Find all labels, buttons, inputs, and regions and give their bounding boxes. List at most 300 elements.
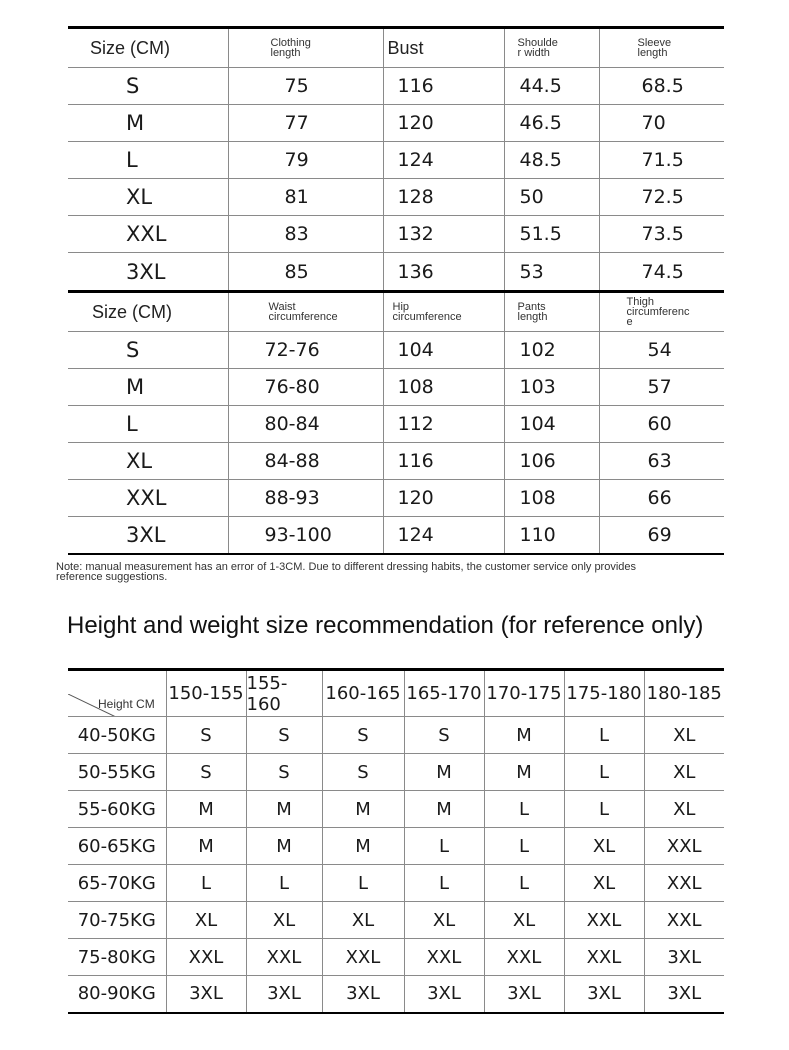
recommended-size: XXL — [666, 909, 702, 931]
pants-header-cell — [504, 292, 599, 332]
shoulder-value: 44.5 — [519, 75, 562, 97]
length-value-cell — [228, 253, 383, 291]
waist-value: 88-93 — [264, 487, 320, 509]
waist-header-line1: Waist — [268, 301, 296, 313]
size-value-cell — [68, 480, 228, 517]
hip-value: 104 — [397, 339, 434, 361]
recommended-size: L — [438, 835, 450, 857]
weight-range-cell — [68, 902, 166, 939]
height-range-cell — [166, 670, 246, 717]
weight-range: 75-80KG — [77, 946, 156, 968]
pants-value-cell — [504, 369, 599, 406]
sleeve-value-cell — [599, 253, 724, 291]
table-row — [68, 105, 724, 142]
bust-value-cell — [383, 179, 504, 216]
table-row — [68, 902, 724, 939]
recommended-size-cell — [246, 717, 322, 754]
recommended-size-cell — [246, 865, 322, 902]
table-row — [68, 828, 724, 865]
size-value-cell — [68, 216, 228, 253]
recommended-size-cell — [484, 902, 564, 939]
recommended-size: L — [200, 872, 212, 894]
hip-value-cell — [383, 332, 504, 369]
size-value-cell — [68, 105, 228, 142]
sleeve-header-line2: length — [637, 47, 668, 59]
recommended-size: S — [357, 761, 369, 783]
recommended-size: XL — [432, 909, 456, 931]
thigh-header-line3: e — [626, 316, 633, 328]
recommended-size-cell — [166, 717, 246, 754]
recommended-size-cell — [166, 865, 246, 902]
recommended-size-cell — [564, 828, 644, 865]
bust-value-cell — [383, 253, 504, 291]
sleeve-value: 71.5 — [641, 149, 684, 171]
thigh-value: 57 — [647, 376, 672, 398]
length-value-cell — [228, 216, 383, 253]
recommended-size-cell — [166, 902, 246, 939]
recommended-size-cell — [644, 939, 724, 976]
recommended-size: 3XL — [507, 983, 541, 1005]
recommended-size: XXL — [426, 946, 462, 968]
recommended-size: L — [598, 724, 610, 746]
recommended-size-cell — [564, 865, 644, 902]
waist-value: 84-88 — [264, 450, 320, 472]
height-range: 155-160 — [246, 672, 288, 715]
recommended-size-cell — [484, 754, 564, 791]
recommended-size-cell — [564, 976, 644, 1013]
length-value: 77 — [284, 112, 309, 134]
bust-value-cell — [383, 142, 504, 179]
recommended-size-cell — [166, 754, 246, 791]
recommended-size-cell — [246, 828, 322, 865]
height-range-cell — [246, 670, 322, 717]
table-row — [68, 939, 724, 976]
recommended-size: XL — [272, 909, 296, 931]
hip-value: 120 — [397, 487, 434, 509]
pants-value: 110 — [519, 523, 556, 546]
pants-value: 108 — [519, 487, 556, 509]
pants-value-cell — [504, 332, 599, 369]
table-row — [68, 142, 724, 179]
bust-header: Bust — [387, 37, 424, 58]
recommended-size: M — [436, 798, 452, 820]
thigh-value-cell — [599, 480, 724, 517]
sleeve-value: 68.5 — [641, 75, 684, 97]
recommended-size: L — [518, 835, 530, 857]
shoulder-value: 48.5 — [519, 149, 562, 171]
size-value-cell — [68, 332, 228, 369]
bust-value: 120 — [397, 112, 434, 134]
recommended-size-cell — [644, 754, 724, 791]
recommended-size-cell — [322, 828, 404, 865]
height-range: 150-155 — [168, 683, 244, 704]
size-value: S — [126, 74, 140, 98]
shoulder-header-cell — [504, 28, 599, 68]
recommended-size: XL — [351, 909, 375, 931]
recommended-size: M — [276, 798, 292, 820]
recommended-size-cell — [484, 939, 564, 976]
length-value-cell — [228, 179, 383, 216]
recommended-size: M — [198, 798, 214, 820]
recommended-size-cell — [322, 717, 404, 754]
shoulder-value-cell — [504, 105, 599, 142]
waist-value: 80-84 — [264, 413, 320, 435]
size-value: 3XL — [126, 259, 166, 284]
thigh-value: 60 — [647, 413, 672, 435]
recommended-size: L — [357, 872, 369, 894]
length-header-cell — [228, 28, 383, 68]
recommended-size: XXL — [586, 946, 622, 968]
bust-value-cell — [383, 68, 504, 105]
sleeve-header-line1: Sleeve — [637, 37, 672, 49]
size-value-cell — [68, 406, 228, 443]
waist-header-cell — [228, 292, 383, 332]
recommended-size-cell — [404, 939, 484, 976]
recommended-size: M — [355, 835, 371, 857]
recommended-size: M — [355, 798, 371, 820]
recommended-size: M — [436, 761, 452, 783]
weight-range: 55-60KG — [77, 798, 156, 820]
size-value-cell — [68, 253, 228, 291]
recommended-size: XXL — [506, 946, 542, 968]
recommended-size-cell — [246, 791, 322, 828]
recommended-size-cell — [246, 976, 322, 1013]
recommended-size-cell — [322, 902, 404, 939]
size-value-cell — [68, 179, 228, 216]
recommended-size: XXL — [266, 946, 302, 968]
recommended-size: S — [278, 761, 290, 783]
recommended-size: XL — [592, 835, 616, 857]
table-row — [68, 443, 724, 480]
recommended-size-cell — [404, 865, 484, 902]
size-value-cell — [68, 369, 228, 406]
size-value-cell — [68, 142, 228, 179]
weight-range: 70-75KG — [77, 909, 156, 931]
recommended-size: 3XL — [587, 983, 621, 1005]
sleeve-value-cell — [599, 216, 724, 253]
pants-value: 104 — [519, 413, 556, 435]
height-range: 175-180 — [566, 683, 642, 704]
recommendation-title: Height and weight size recommendation (for reference only) — [67, 612, 704, 639]
size-header: Size (CM) — [92, 301, 172, 322]
length-header-line1: Clothing — [270, 37, 311, 49]
hip-value: 124 — [397, 523, 434, 546]
recommended-size-cell — [564, 939, 644, 976]
recommended-size: 3XL — [667, 946, 702, 968]
size-value: 3XL — [126, 522, 166, 547]
recommended-size-cell — [484, 865, 564, 902]
pants-value-cell — [504, 443, 599, 480]
size-value: M — [126, 375, 145, 399]
hip-value: 108 — [397, 376, 434, 398]
pants-value: 103 — [519, 376, 556, 398]
recommended-size: M — [516, 761, 532, 783]
waist-value-cell — [228, 480, 383, 517]
hip-value-cell — [383, 369, 504, 406]
bust-value: 132 — [397, 223, 434, 245]
recommended-size: L — [518, 872, 530, 894]
height-range: 180-185 — [646, 683, 722, 704]
pants-value: 102 — [519, 339, 556, 361]
table-row — [68, 253, 724, 291]
recommended-size-cell — [644, 828, 724, 865]
weight-range: 50-55KG — [77, 761, 156, 783]
shoulder-header-line2: r width — [517, 47, 550, 59]
corner-cell — [68, 670, 166, 717]
sleeve-value-cell — [599, 105, 724, 142]
pants-header-line2: length — [517, 311, 548, 323]
length-value-cell — [228, 68, 383, 105]
measurement-note — [56, 562, 756, 582]
recommended-size: 3XL — [189, 983, 223, 1005]
bust-value: 128 — [397, 186, 434, 208]
waist-value: 72-76 — [264, 339, 320, 361]
height-axis-label: Height CM — [98, 696, 155, 711]
table-row — [68, 865, 724, 902]
recommended-size: XXL — [345, 946, 381, 968]
recommended-size-cell — [644, 791, 724, 828]
recommended-size: XXL — [188, 946, 224, 968]
height-range-cell — [644, 670, 724, 717]
table-row — [68, 791, 724, 828]
thigh-value-cell — [599, 443, 724, 480]
recommended-size-cell — [322, 791, 404, 828]
recommended-size-cell — [564, 717, 644, 754]
waist-value-cell — [228, 332, 383, 369]
table-row — [68, 369, 724, 406]
recommended-size: M — [276, 835, 292, 857]
length-header-line2: length — [270, 47, 301, 59]
thigh-value: 54 — [647, 339, 672, 361]
length-value: 85 — [284, 260, 309, 283]
size-header-cell — [68, 28, 228, 68]
recommended-size: L — [438, 872, 450, 894]
recommended-size: XXL — [666, 872, 702, 894]
thigh-header-cell — [599, 292, 724, 332]
size-header-cell — [68, 292, 228, 332]
table-row — [68, 717, 724, 754]
length-value-cell — [228, 142, 383, 179]
length-value: 79 — [284, 149, 309, 171]
recommended-size: XXL — [666, 835, 702, 857]
recommended-size-cell — [246, 902, 322, 939]
recommended-size-cell — [404, 828, 484, 865]
shoulder-value: 51.5 — [519, 223, 562, 245]
weight-range-cell — [68, 791, 166, 828]
sleeve-value: 70 — [641, 112, 666, 134]
hip-value-cell — [383, 406, 504, 443]
size-value-cell — [68, 68, 228, 105]
recommended-size-cell — [404, 976, 484, 1013]
size-value: XXL — [126, 222, 167, 246]
recommended-size: 3XL — [346, 983, 380, 1005]
thigh-value-cell — [599, 406, 724, 443]
size-value: S — [126, 338, 140, 362]
recommendation-table — [68, 668, 724, 1014]
weight-range-cell — [68, 976, 166, 1013]
recommended-size-cell — [166, 976, 246, 1013]
table-row — [68, 68, 724, 105]
height-range: 170-175 — [486, 683, 562, 704]
shoulder-value: 50 — [519, 186, 544, 208]
top-size-table — [68, 26, 724, 291]
hip-value: 112 — [397, 413, 434, 435]
recommended-size-cell — [644, 976, 724, 1013]
recommended-size-cell — [404, 791, 484, 828]
recommended-size: S — [200, 724, 212, 746]
bust-value-cell — [383, 216, 504, 253]
size-value: M — [126, 111, 145, 135]
weight-range: 60-65KG — [77, 835, 156, 857]
height-range: 160-165 — [325, 683, 401, 704]
shoulder-header-line1: Shoulde — [517, 37, 558, 49]
height-range-cell — [322, 670, 404, 717]
recommended-size: XL — [512, 909, 536, 931]
thigh-header-line2: circumferenc — [626, 306, 690, 318]
recommended-size: XL — [673, 761, 696, 783]
table-row — [68, 332, 724, 369]
recommended-size-cell — [404, 754, 484, 791]
thigh-header-line1: Thigh — [626, 296, 655, 308]
hip-value: 116 — [397, 450, 434, 472]
table-row — [68, 216, 724, 253]
shoulder-value-cell — [504, 216, 599, 253]
length-value: 81 — [284, 186, 309, 208]
bust-value-cell — [383, 105, 504, 142]
weight-range-cell — [68, 754, 166, 791]
size-value-cell — [68, 443, 228, 480]
hip-value-cell — [383, 517, 504, 554]
thigh-value: 66 — [647, 487, 672, 509]
recommended-size: XL — [592, 872, 616, 894]
bottom-size-table — [68, 290, 724, 555]
waist-value: 93-100 — [264, 523, 332, 546]
size-header: Size (CM) — [90, 37, 170, 58]
recommended-size-cell — [484, 717, 564, 754]
weight-range-cell — [68, 717, 166, 754]
shoulder-value-cell — [504, 68, 599, 105]
weight-range-cell — [68, 865, 166, 902]
recommended-size: S — [278, 724, 290, 746]
thigh-value: 63 — [647, 450, 672, 472]
recommended-size-cell — [166, 828, 246, 865]
shoulder-value-cell — [504, 253, 599, 291]
recommended-size-cell — [644, 902, 724, 939]
shoulder-value: 46.5 — [519, 112, 562, 134]
recommended-size-cell — [166, 791, 246, 828]
height-range-cell — [404, 670, 484, 717]
recommended-size-cell — [322, 754, 404, 791]
recommended-size: S — [438, 724, 450, 746]
height-range: 165-170 — [406, 683, 482, 704]
table-row — [68, 179, 724, 216]
recommended-size-cell — [166, 939, 246, 976]
recommended-size-cell — [322, 976, 404, 1013]
recommended-size: S — [357, 724, 369, 746]
shoulder-value-cell — [504, 142, 599, 179]
bust-value: 136 — [397, 260, 434, 283]
bust-value: 116 — [397, 75, 434, 97]
weight-range: 80-90KG — [77, 983, 156, 1005]
length-value-cell — [228, 105, 383, 142]
waist-value-cell — [228, 369, 383, 406]
waist-value-cell — [228, 517, 383, 554]
length-value: 83 — [284, 223, 309, 245]
recommended-size: 3XL — [667, 983, 702, 1005]
recommended-size: XL — [194, 909, 218, 931]
recommended-size-cell — [484, 976, 564, 1013]
pants-header-line1: Pants — [517, 301, 546, 313]
pants-value-cell — [504, 517, 599, 554]
recommended-size-cell — [564, 902, 644, 939]
table-row — [68, 517, 724, 554]
shoulder-value-cell — [504, 179, 599, 216]
recommended-size-cell — [322, 939, 404, 976]
recommended-size-cell — [404, 902, 484, 939]
waist-value-cell — [228, 406, 383, 443]
height-range-cell — [484, 670, 564, 717]
bust-header-cell — [383, 28, 504, 68]
hip-value-cell — [383, 443, 504, 480]
recommended-size-cell — [564, 754, 644, 791]
shoulder-value: 53 — [519, 260, 544, 283]
recommended-size: 3XL — [427, 983, 461, 1005]
hip-value-cell — [383, 480, 504, 517]
weight-range: 40-50KG — [77, 724, 156, 746]
size-value-cell — [68, 517, 228, 554]
size-value: XXL — [126, 486, 167, 510]
recommended-size-cell — [644, 865, 724, 902]
recommended-size-cell — [484, 791, 564, 828]
sleeve-value-cell — [599, 142, 724, 179]
waist-value: 76-80 — [264, 376, 320, 398]
table-row — [68, 480, 724, 517]
waist-header-line2: circumference — [268, 311, 338, 323]
recommended-size-cell — [322, 865, 404, 902]
bust-value: 124 — [397, 149, 434, 171]
waist-value-cell — [228, 443, 383, 480]
thigh-value: 69 — [647, 523, 672, 546]
recommended-size: L — [278, 872, 290, 894]
table-row — [68, 406, 724, 443]
pants-value-cell — [504, 480, 599, 517]
recommended-size-cell — [484, 828, 564, 865]
recommended-size-cell — [246, 939, 322, 976]
recommended-size-cell — [404, 717, 484, 754]
recommended-size: L — [518, 798, 530, 820]
hip-header-line2: circumference — [392, 311, 462, 323]
pants-value: 106 — [519, 450, 556, 472]
table-row — [68, 754, 724, 791]
recommended-size-cell — [644, 717, 724, 754]
recommended-size: XL — [673, 724, 696, 746]
weight-range: 65-70KG — [77, 872, 156, 894]
sleeve-header-cell — [599, 28, 724, 68]
weight-range-cell — [68, 828, 166, 865]
size-value: XL — [126, 185, 153, 209]
height-range-cell — [564, 670, 644, 717]
recommended-size-cell — [246, 754, 322, 791]
recommended-size: L — [598, 798, 610, 820]
note-line1: Note: manual measurement has an error of 1-3CM. Due to different dressing habits, the customer service only provides — [56, 561, 637, 573]
recommended-size: XXL — [586, 909, 622, 931]
recommended-size: M — [198, 835, 214, 857]
thigh-value-cell — [599, 369, 724, 406]
recommended-size-cell — [564, 791, 644, 828]
weight-range-cell — [68, 939, 166, 976]
pants-value-cell — [504, 406, 599, 443]
size-value: L — [126, 412, 138, 436]
